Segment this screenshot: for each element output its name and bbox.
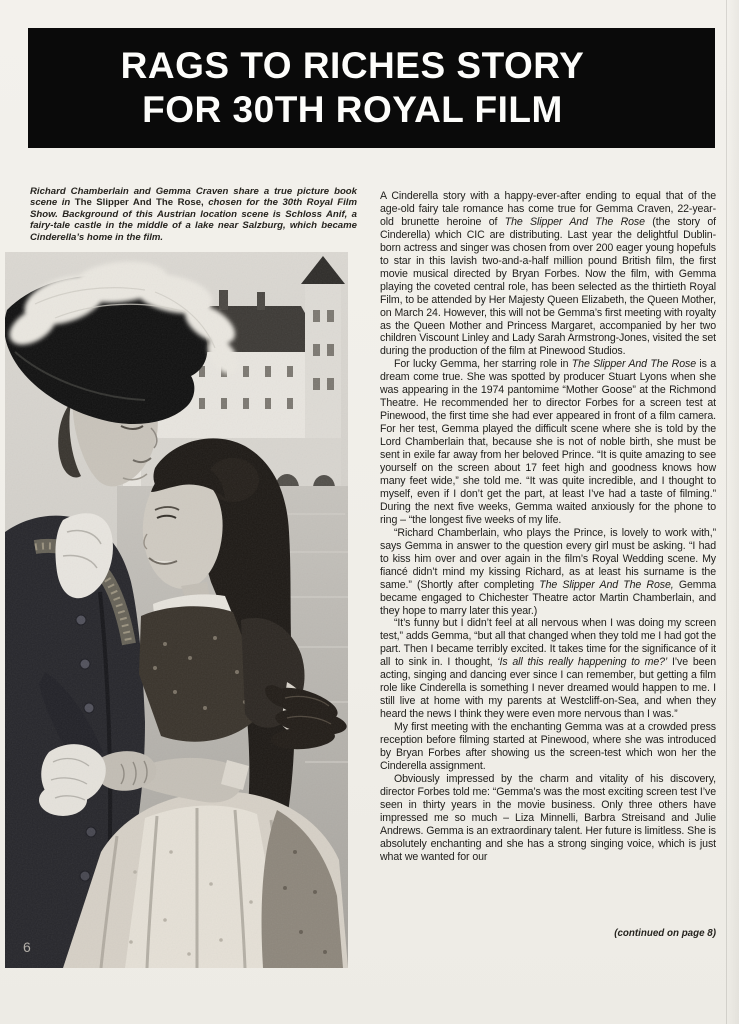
page-edge-line: [726, 0, 727, 1024]
headline-line-2: FOR 30TH ROYAL FILM: [142, 89, 563, 130]
photo-grain: [5, 252, 348, 968]
photo-caption: Richard Chamberlain and Gemma Craven share a true picture book scene in The Slipper And The Rose, chosen for the 30th Royal Film Show. Background of this Austrian location scene is Schloss Anif, a fairy-tale castle in the middle of a lake near Salzburg, which became Cinderella’s home in the film.: [30, 186, 358, 243]
article-paragraph: My first meeting with the enchanting Gemma was at a crowded press reception before filming started at Pinewood, where she was introduced by Bryan Forbes after showing us the screen-test which won her the Cinderella assignment.: [380, 721, 716, 772]
article-paragraph: “It’s funny but I didn’t feel at all nervous when I was doing my screen test,” adds Gemma, “but all that changed when they told me I had got the part. Then I became terribly excited. It takes time for the significance of it all to sink in. I thought, ‘Is all this really happening to me?’ I’ve been acting, singing and dancing ever since I can remember, but getting a film role like Cinderella is something I never dreamed would happen to me. I still live at home with my parents at Westcliff-on-Sea, and when they heard the news I think they were even more nervous than I was.”: [380, 617, 716, 721]
headline-line-1: RAGS TO RICHES STORY: [120, 45, 585, 86]
article-paragraph: Obviously impressed by the charm and vitality of his discovery, director Forbes told me: “Gemma’s was the most exciting screen test I’ve seen in thirty years in the movie business. Only three others have impressed me so much – Liza Minnelli, Barbra Streisand and Julie Andrews. Gemma is an extraordinary talent. Her future is limitless. She is absolutely enchanting and she has a strong singing voice, which is just what we wanted for our: [380, 772, 716, 863]
article-paragraph: “Richard Chamberlain, who plays the Prince, is lovely to work with,” says Gemma in answer to the question every girl must be asking. “I had to kiss him over and over again in the film’s Royal Wedding scene. My fiancé didn’t mind my kissing Richard, as at least his surname is the same.” (Shortly after completing The Slipper And The Rose, Gemma became engaged to Chichester Theatre actor Martin Chamberlain, and they hope to marry later this year.): [380, 526, 716, 617]
article-text: [380, 190, 716, 864]
page-edge-shade: [727, 0, 739, 1024]
headline-banner: [28, 28, 715, 148]
photo-illustration: [5, 252, 348, 968]
film-still-photo: [5, 252, 348, 968]
article-paragraph: For lucky Gemma, her starring role in The Slipper And The Rose is a dream come true. She was spotted by producer Stuart Lyons when she was appearing in the 1974 pantomime “Mother Goose” at the Richmond Theatre. He recommended her to director Forbes for a screen test at Pinewood, the first time she had ever appeared in front of a film camera. For her test, Gemma played the difficult scene where she is told by the Lord Chamberlain that, because she is not of noble birth, she must be sent in exile far away from her beloved Prince. “It is quite amazing to see yourself on the screen about 17 feet high and goodness knows how many feet wide,” she told me. “It was quite incredible, and I thought to myself, even if I don’t get the part, at least I’ve had a taste of filming.” During the next five weeks, Gemma waited anxiously for the phone to ring – “the longest five weeks of my life.: [380, 358, 717, 526]
article-paragraph: A Cinderella story with a happy-ever-after ending to equal that of the age-old fairy tale romance has come true for Gemma Craven, 22-year-old brunette heroine of The Slipper And The Rose (the story of Cinderella) which CIC are distributing. Last year the delightful Dublin-born actress and singer was chosen from over 200 eager young hopefuls to star in this lavish two-and-a-half million pound British film, the first movie musical directed by Bryan Forbes. Now the film, with Gemma playing the coveted central role, has been selected as the thirtieth Royal Film, to be attended by Her Majesty Queen Elizabeth, the Queen Mother, on March 24. However, this will not be Gemma’s first meeting with royalty as the Queen Mother and Princess Margaret, accompanied by her two children Viscount Linley and Lady Sarah Armstrong-Jones, visited the set during the production of the film at Pinewood Studios.: [380, 190, 717, 358]
continued-note: (continued on page 8): [614, 928, 716, 939]
